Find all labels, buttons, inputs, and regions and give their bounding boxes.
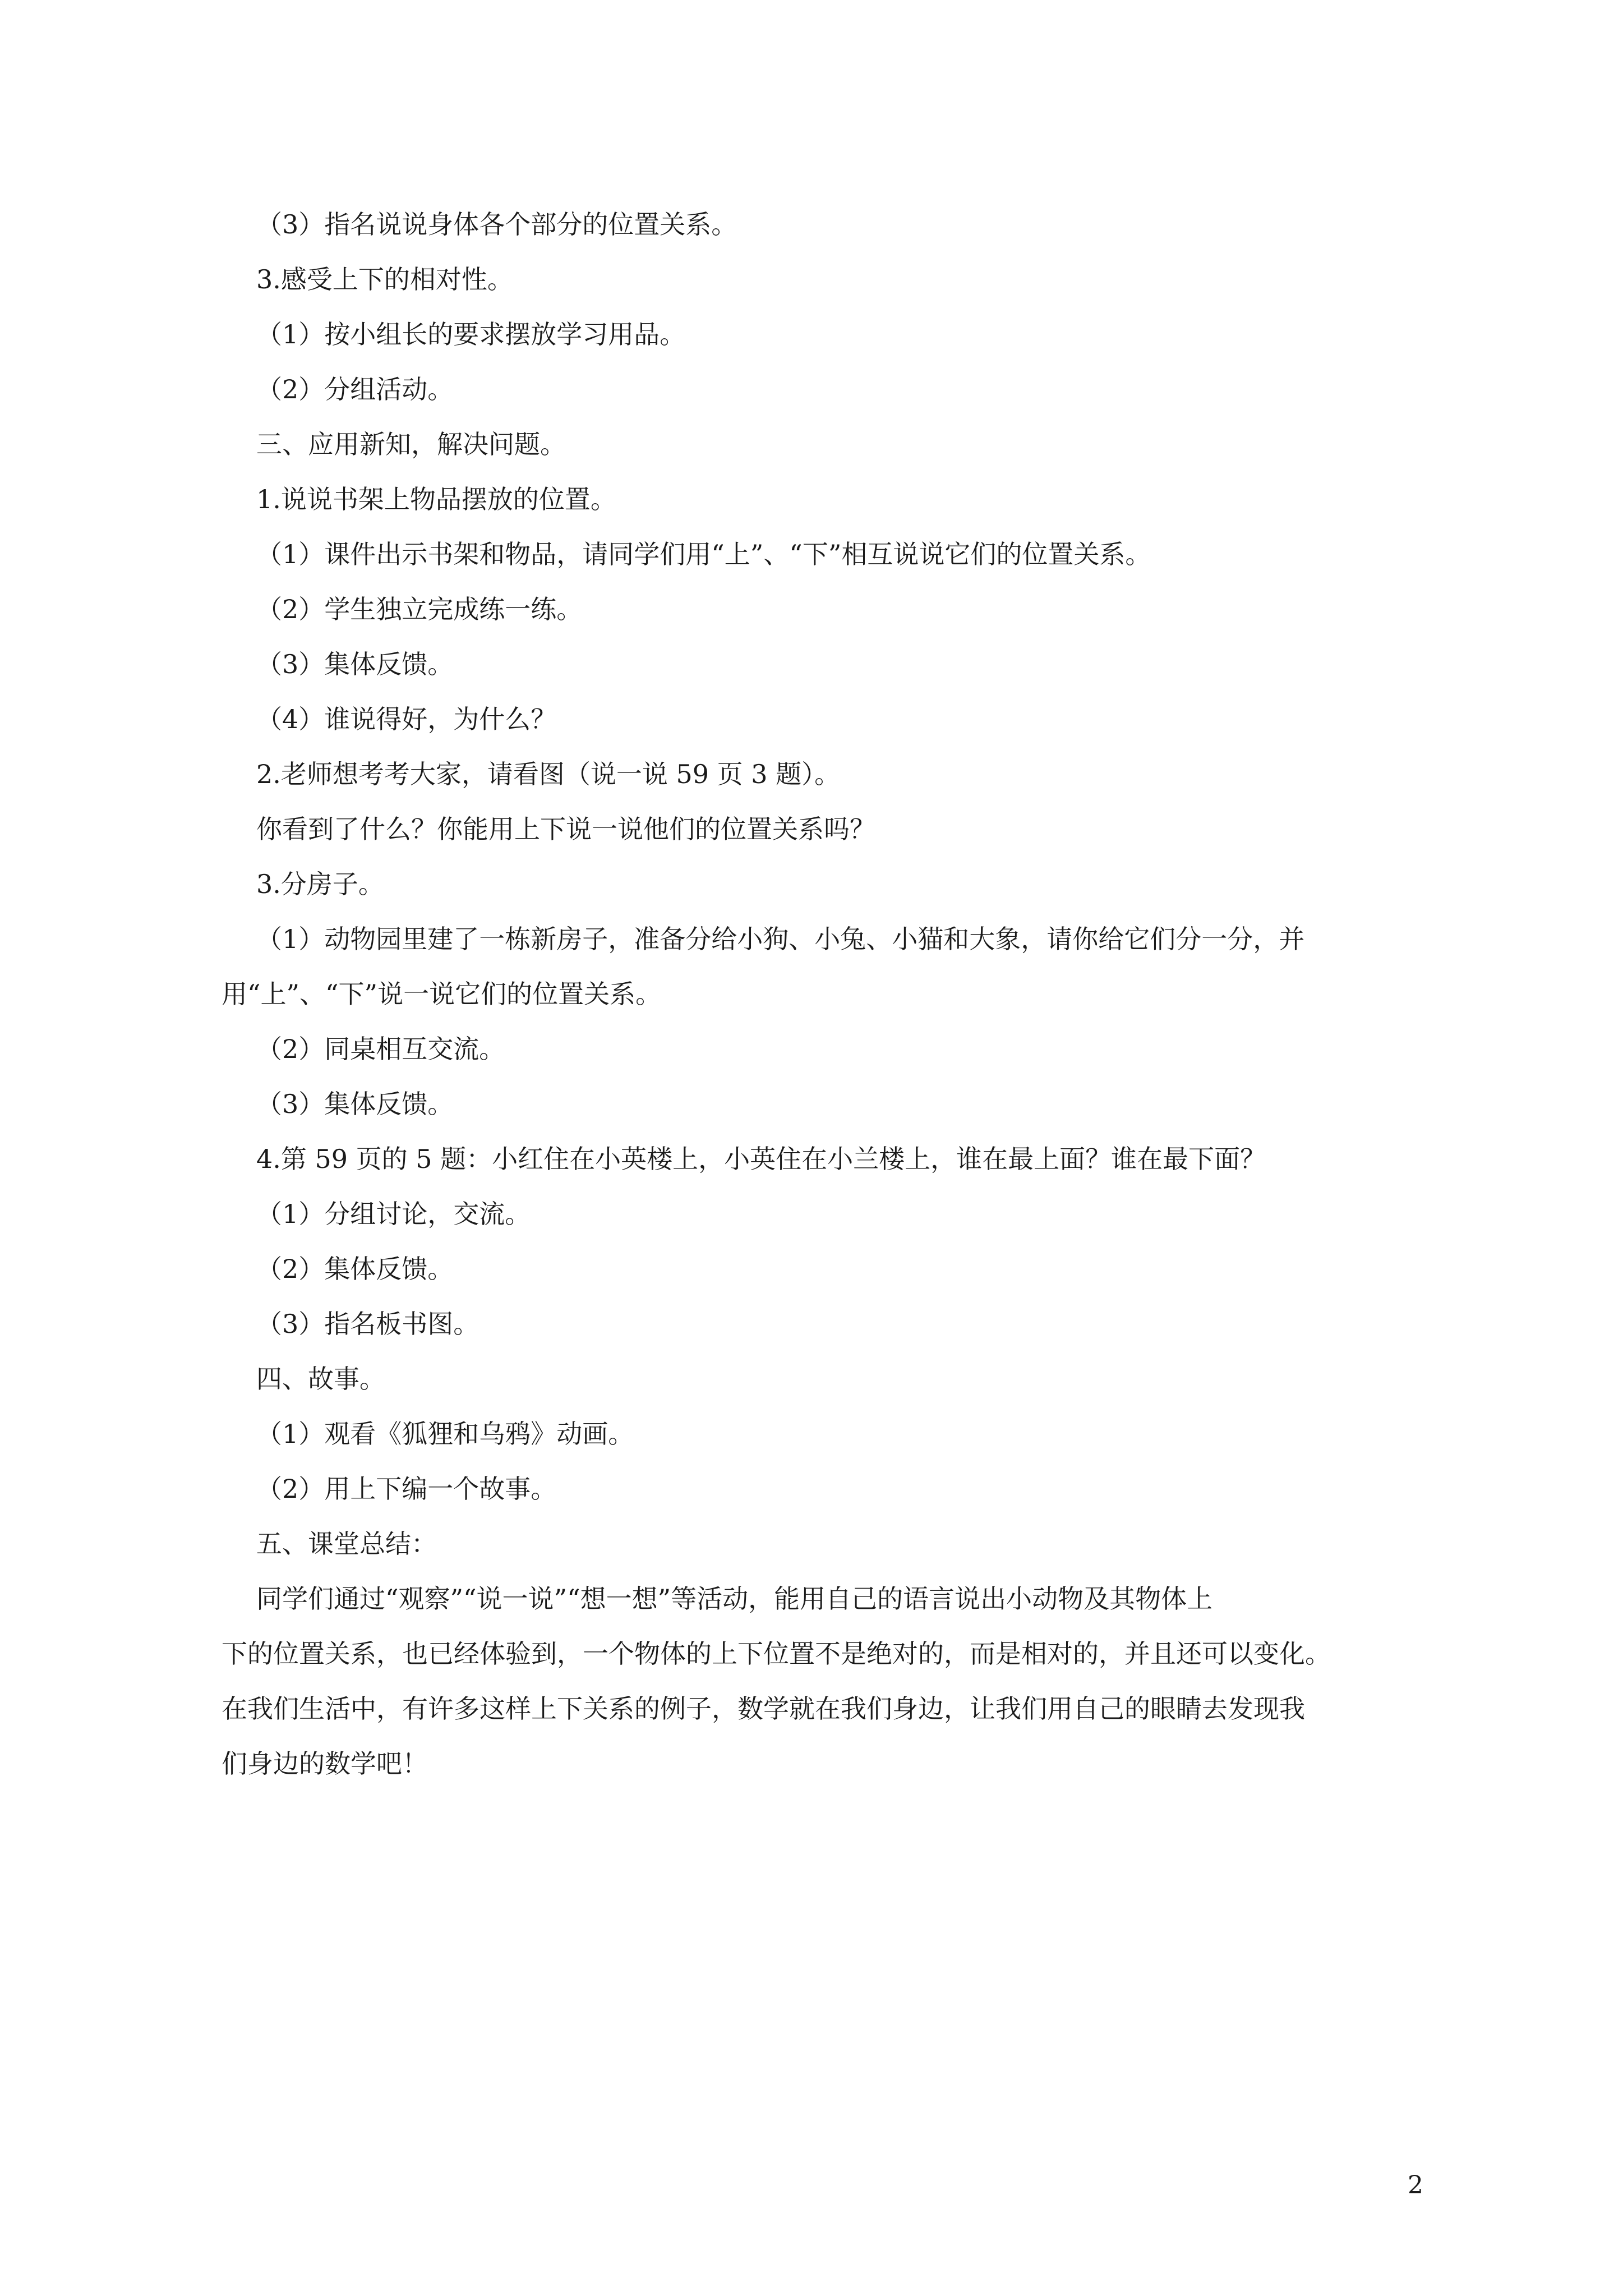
text-line: （1）观看《狐狸和乌鸦》动画。 [256,1419,634,1449]
text-line: 下的位置关系，也已经体验到，一个物体的上下位置不是绝对的，而是相对的，并且还可以变化。 [222,1639,1331,1669]
page-number: 2 [1408,2171,1423,2200]
text-line: （2）分组活动。 [256,374,454,404]
text-line: 3.感受上下的相对性。 [256,264,513,295]
text-line: 在我们生活中，有许多这样上下关系的例子，数学就在我们身边，让我们用自己的眼睛去发现我 [222,1694,1305,1724]
text-line: （1）分组讨论，交流。 [256,1199,531,1229]
text-line: 2.老师想考考大家，请看图（说一说 59 页 3 题）。 [256,759,841,789]
section-heading: 三、应用新知，解决问题。 [256,429,566,459]
text-line: （2）学生独立完成练一练。 [256,594,583,624]
text-line: 4.第 59 页的 5 题：小红住在小英楼上，小英住在小兰楼上，谁在最上面？谁在最下面？ [256,1144,1266,1174]
text-line: （3）指名说说身体各个部分的位置关系。 [256,209,737,240]
text-line: （3）集体反馈。 [256,649,454,679]
section-heading: 五、课堂总结： [256,1529,437,1559]
text-line: （2）用上下编一个故事。 [256,1474,557,1504]
text-line: 用“上”、“下”说一说它们的位置关系。 [222,979,662,1009]
text-line: 同学们通过“观察”“说一说”“想一想”等活动，能用自己的语言说出小动物及其物体上 [256,1584,1213,1614]
text-line: 3.分房子。 [256,869,384,899]
document-body [222,206,1444,1801]
text-line: 们身边的数学吧！ [222,1749,428,1779]
text-line: 你看到了什么？你能用上下说一说他们的位置关系吗？ [256,814,875,844]
text-line: （4）谁说得好，为什么？ [256,704,557,734]
text-line: （3）集体反馈。 [256,1089,454,1119]
section-heading: 四、故事。 [256,1364,385,1394]
text-line: 1.说说书架上物品摆放的位置。 [256,484,616,514]
text-line: （2）集体反馈。 [256,1254,454,1284]
text-line: （3）指名板书图。 [256,1309,479,1339]
text-line: （1）课件出示书架和物品，请同学们用“上”、“下”相互说说它们的位置关系。 [256,539,1151,569]
text-line: （1）按小组长的要求摆放学习用品。 [256,319,686,349]
text-line: （1）动物园里建了一栋新房子，准备分给小狗、小兔、小猫和大象，请你给它们分一分，并 [256,924,1305,954]
text-line: （2）同桌相互交流。 [256,1034,505,1064]
